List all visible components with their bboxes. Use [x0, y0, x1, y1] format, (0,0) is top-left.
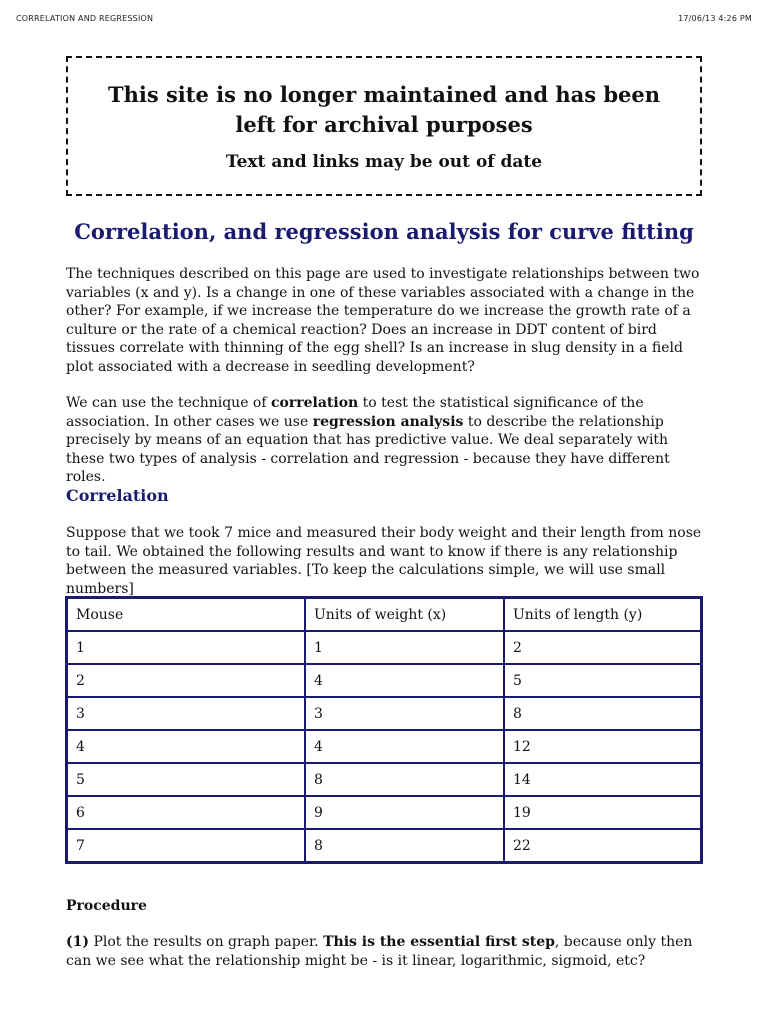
table-row [67, 796, 702, 829]
table-row [67, 697, 702, 730]
table-cell: 22 [504, 829, 702, 863]
technique-paragraph [66, 394, 706, 487]
table-cell: 4 [67, 730, 306, 763]
archive-notice-box [66, 56, 702, 196]
table-cell: 3 [305, 697, 504, 730]
table-header-cell: Mouse [67, 598, 306, 632]
table-cell: 8 [305, 829, 504, 863]
table-cell: 5 [67, 763, 306, 796]
table-cell: 4 [305, 730, 504, 763]
procedure-heading: Procedure [66, 898, 147, 914]
print-header-datetime: 17/06/13 4:26 PM [678, 14, 752, 23]
step-text-1: Plot the results on graph paper. [89, 934, 324, 950]
table-cell: 1 [67, 631, 306, 664]
correlation-heading: Correlation [66, 486, 169, 505]
table-cell: 12 [504, 730, 702, 763]
table-cell: 8 [305, 763, 504, 796]
table-cell: 14 [504, 763, 702, 796]
table-cell: 5 [504, 664, 702, 697]
procedure-step-1 [66, 933, 706, 970]
archive-notice-heading: This site is no longer maintained and has been left for archival purposes [107, 82, 661, 137]
archive-notice-subheading: Text and links may be out of date [225, 152, 543, 172]
table-cell: 9 [305, 796, 504, 829]
page-title: Correlation, and regression analysis for curve fitting [74, 219, 694, 244]
technique-text-1: We can use the technique of [66, 395, 271, 411]
technique-text-3: to describe the relationship precisely by means of an equation that has predictive value. We deal separately with these two types of analysis - correlation and regression - because they have different roles. [66, 413, 670, 486]
table-header-cell: Units of weight (x) [305, 598, 504, 632]
table-cell: 2 [67, 664, 306, 697]
table-header-cell: Units of length (y) [504, 598, 702, 632]
correlation-term: correlation [271, 395, 359, 411]
step-number: (1) [66, 934, 89, 950]
table-row [67, 829, 702, 863]
table-header-row [67, 598, 702, 632]
table-cell: 1 [305, 631, 504, 664]
technique-text-2: to test the statistical significance of the association. In other cases we use [66, 395, 644, 430]
table-cell: 4 [305, 664, 504, 697]
table-row [67, 631, 702, 664]
table-row [67, 730, 702, 763]
intro-paragraph: The techniques described on this page are used to investigate relationships between two variables (x and y). Is a change in one of these variables associated with a change in the other? For example, if we increase the temperature do we increase the growth rate of a culture or the rate of a chemical reaction? Does an increase in DDT content of bird tissues correlate with thinning of the egg shell? Is an increase in slug density in a field plot associated with a decrease in seedling development? [66, 266, 700, 375]
table-cell: 8 [504, 697, 702, 730]
step-text-2: , because only then can we see what the relationship might be - is it linear, logarithmic, sigmoid, etc? [66, 934, 693, 969]
table-row [67, 664, 702, 697]
regression-term: regression analysis [312, 413, 464, 430]
mice-data-table [65, 596, 703, 864]
table-cell: 7 [67, 829, 306, 863]
table-row [67, 763, 702, 796]
table-cell: 3 [67, 697, 306, 730]
print-header-title: CORRELATION AND REGRESSION [16, 14, 154, 23]
table-cell: 19 [504, 796, 702, 829]
mice-intro-paragraph: Suppose that we took 7 mice and measured their body weight and their length from nose to tail. We obtained the following results and want to know if there is any relationship between the measured variables. [To keep the calculations simple, we will use small numbers] [66, 525, 702, 597]
essential-step-emphasis: This is the essential first step [323, 934, 555, 950]
table-cell: 6 [67, 796, 306, 829]
table-cell: 2 [504, 631, 702, 664]
